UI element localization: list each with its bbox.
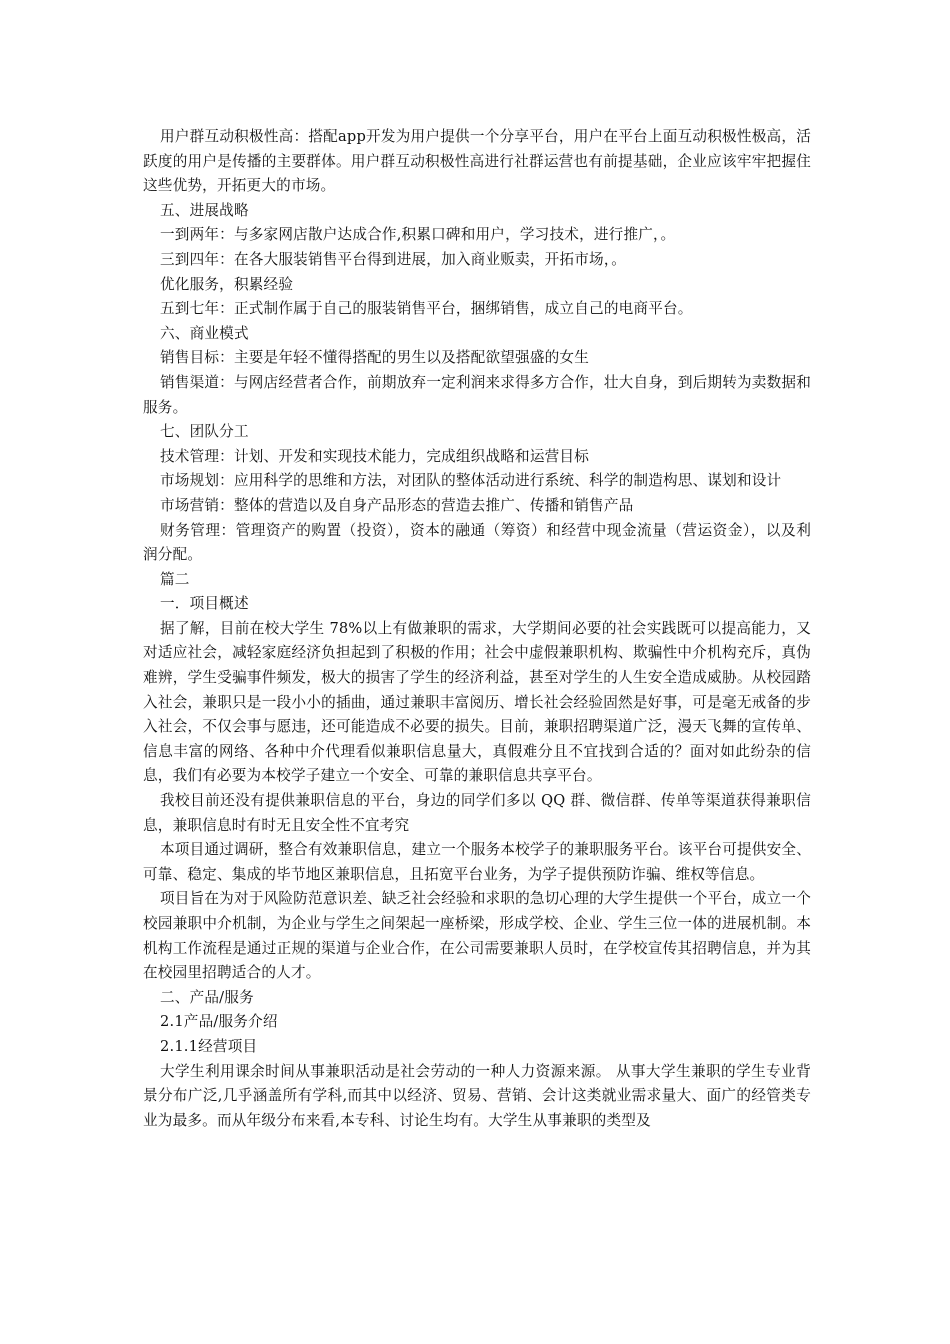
- heading-team-division: 七、团队分工: [160, 423, 249, 441]
- paragraph-user-engagement: 用户群互动积极性高：搭配app开发为用户提供一个分享平台，用户在平台上面互动积极性极高，活跃度的用户是传播的主要群体。用户群互动积极性高进行社群运营也有前提基础，企业应该牢牢把握住这些优势，开拓更大的市场。: [143, 128, 811, 195]
- paragraph-current-situation: 我校目前还没有提供兼职信息的平台，身边的同学们多以 QQ 群、微信群、传单等渠道获得兼职信息，兼职信息时有时无且安全性不宜考究: [143, 792, 811, 834]
- paragraph-sales-target: 销售目标：主要是年轻不懂得搭配的男生以及搭配欲望强盛的女生: [160, 349, 590, 367]
- paragraph-marketing: 市场营销：整体的营造以及自身产品形态的营造去推广、传播和销售产品: [160, 496, 634, 514]
- paragraph-tech-management: 技术管理：计划、开发和实现技术能力，完成组织战略和运营目标: [160, 447, 590, 465]
- heading-development-strategy: 五、进展战略: [160, 201, 249, 219]
- paragraph-year-1-2: 一到两年：与多家网店散户达成合作,积累口碑和用户，学习技术，进行推广，。: [160, 226, 676, 244]
- paragraph-project-aim: 项目旨在为对于风险防范意识差、缺乏社会经验和求职的急切心理的大学生提供一个平台，成立一个校园兼职中介机制，为企业与学生之间架起一座桥梁，形成学校、企业、学生三位一体的进展机制。本机构工作流程是通过正规的渠道与企业合作，在公司需要兼职人员时，在学校宣传其招聘信息，并为其在校园里招聘适合的人才。: [143, 890, 811, 982]
- document-page: [143, 125, 811, 1133]
- heading-business-items: 2.1.1经营项目: [160, 1037, 258, 1055]
- paragraph-year-5-7: 五到七年：正式制作属于自己的服装销售平台，捆绑销售，成立自己的电商平台。: [160, 300, 693, 318]
- paragraph-background: 据了解，目前在校大学生 78%以上有做兼职的需求，大学期间必要的社会实践既可以提高能力，又对适应社会，减轻家庭经济负担起到了积极的作用；社会中虚假兼职机构、欺骗性中介机构充斥，真伪难辨，学生受骗事件频发，极大的损害了学生的经济利益，甚至对学生的人生安全造成威胁。从校园踏入社会，兼职只是一段小小的插曲，通过兼职丰富阅历、增长社会经验固然是好事，可是毫无戒备的步入社会，不仅会事与愿违，还可能造成不必要的损失。目前，兼职招聘渠道广泛，漫天飞舞的宣传单、信息丰富的网络、各种中介代理看似兼职信息量大，真假难分且不宜找到合适的？面对如此纷杂的信息，我们有必要为本校学子建立一个安全、可靠的兼职信息共享平台。: [143, 619, 811, 785]
- heading-product-intro: 2.1产品/服务介绍: [160, 1013, 278, 1031]
- paragraph-sales-channel: 销售渠道：与网店经营者合作，前期放弃一定利润来求得多方合作，壮大自身，到后期转为卖数据和服务。: [143, 373, 811, 416]
- paragraph-project-intro: 本项目通过调研，整合有效兼职信息，建立一个服务本校学子的兼职服务平台。该平台可提供安全、可靠、稳定、集成的毕节地区兼职信息，且拓宽平台业务，为学子提供预防诈骗、维权等信息。: [143, 841, 811, 883]
- paragraph-market-planning: 市场规划：应用科学的思维和方法，对团队的整体活动进行系统、科学的制造构思、谋划和设计: [160, 472, 782, 490]
- paragraph-optimize-service: 优化服务，积累经验: [160, 275, 294, 293]
- paragraph-finance: 财务管理：管理资产的购置（投资），资本的融通（筹资）和经营中现金流量（营运资金），以及利润分配。: [143, 521, 811, 564]
- paragraph-year-3-4: 三到四年：在各大服装销售平台得到进展，加入商业贩卖，开拓市场，。: [160, 250, 627, 268]
- heading-business-model: 六、商业模式: [160, 324, 249, 342]
- heading-products-services: 二、产品/服务: [160, 988, 254, 1006]
- paragraph-part-time-work: 大学生利用课余时间从事兼职活动是社会劳动的一种人力资源来源。 从事大学生兼职的学生专业背景分布广泛,几乎涵盖所有学科,而其中以经济、贸易、营销、会计这类就业需求量大、面广的经管类专业为最多。而从年级分布来看,本专科、讨论生均有。大学生从事兼职的类型及: [143, 1062, 811, 1129]
- heading-part-two: 篇二: [160, 570, 190, 588]
- heading-project-overview: 一．项目概述: [160, 595, 249, 613]
